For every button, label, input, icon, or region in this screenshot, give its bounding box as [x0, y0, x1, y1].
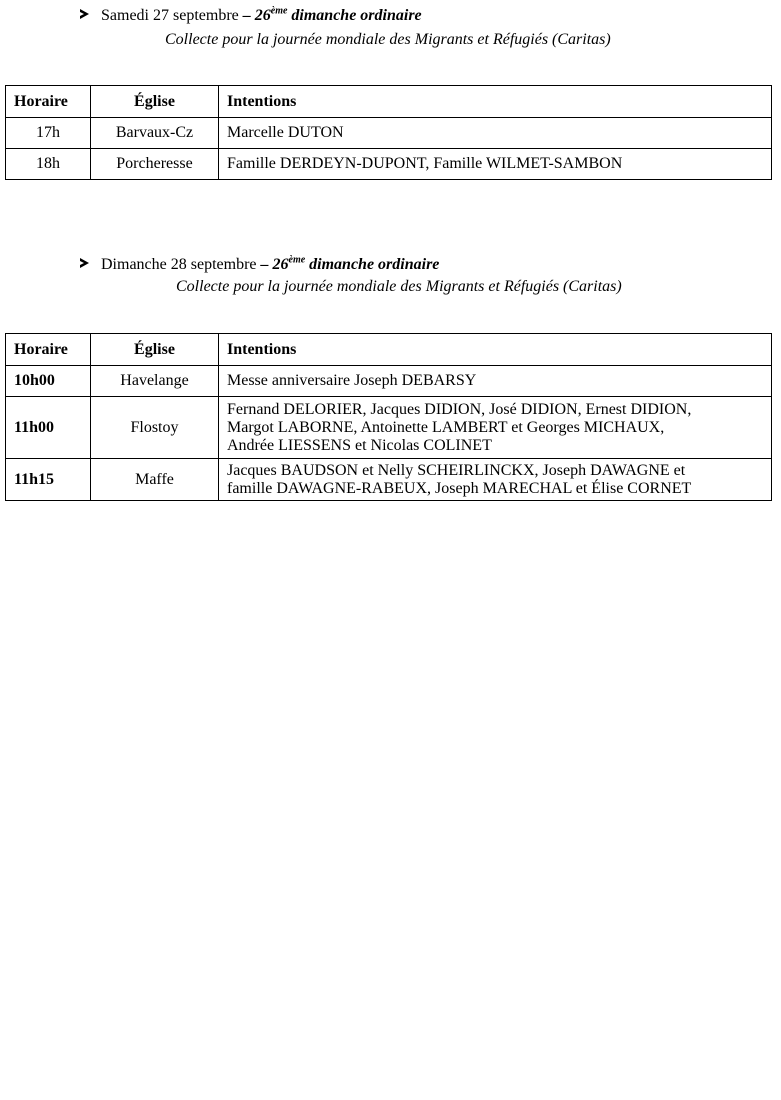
cell-intentions [219, 459, 772, 501]
intention-line: Jacques BAUDSON et Nelly SCHEIRLINCKX, Joseph DAWAGNE et [227, 461, 686, 479]
cell-church: Porcheresse [91, 149, 219, 180]
cell-time: 11h00 [6, 397, 91, 459]
table-row [6, 397, 772, 459]
table-header-row [6, 334, 772, 366]
ordinal-suffix: ème [270, 5, 288, 17]
cell-church: Maffe [91, 459, 219, 501]
sunday-label: dimanche ordinaire [309, 256, 440, 273]
schedule-table [5, 85, 772, 180]
sunday-label: dimanche ordinaire [291, 7, 422, 24]
ordinal-number: 26 [254, 7, 271, 24]
section-dash: – [242, 7, 251, 24]
header-church: Église [91, 86, 219, 118]
header-intentions: Intentions [219, 334, 772, 366]
schedule-table [5, 333, 772, 501]
cell-church: Barvaux-Cz [91, 118, 219, 149]
cell-church: Flostoy [91, 397, 219, 459]
section-heading [80, 6, 422, 26]
header-church: Église [91, 334, 219, 366]
cell-time: 11h15 [6, 459, 91, 501]
section-dash: – [260, 256, 269, 273]
section-date: Samedi 27 septembre [101, 7, 239, 24]
table-row [6, 459, 772, 501]
cell-intentions: Marcelle DUTON [219, 118, 772, 149]
intention-line: Margot LABORNE, Antoinette LAMBERT et Georges MICHAUX, [227, 418, 665, 436]
cell-time: 18h [6, 149, 91, 180]
header-time: Horaire [6, 86, 91, 118]
table-row [6, 366, 772, 397]
header-intentions: Intentions [219, 86, 772, 118]
cell-intentions [219, 397, 772, 459]
intention-line: famille DAWAGNE-RABEUX, Joseph MARECHAL et Élise CORNET [227, 479, 692, 497]
cell-intentions: Famille DERDEYN-DUPONT, Famille WILMET-SAMBON [219, 149, 772, 180]
collecte-note: Collecte pour la journée mondiale des Migrants et Réfugiés (Caritas) [165, 31, 611, 48]
intention-line: Fernand DELORIER, Jacques DIDION, José DIDION, Ernest DIDION, [227, 400, 692, 418]
intention-line: Andrée LIESSENS et Nicolas COLINET [227, 436, 492, 454]
table-row [6, 149, 772, 180]
table-row [6, 118, 772, 149]
collecte-note: Collecte pour la journée mondiale des Migrants et Réfugiés (Caritas) [176, 278, 622, 295]
section-heading [80, 255, 439, 275]
cell-church: Havelange [91, 366, 219, 397]
cell-time: 10h00 [6, 366, 91, 397]
ordinal-suffix: ème [288, 254, 306, 266]
ordinal-number: 26 [272, 256, 289, 273]
section-date: Dimanche 28 septembre [101, 256, 257, 273]
cell-time: 17h [6, 118, 91, 149]
header-time: Horaire [6, 334, 91, 366]
arrow-bullet-icon [80, 9, 89, 19]
arrow-bullet-icon [80, 258, 89, 268]
cell-intentions: Messe anniversaire Joseph DEBARSY [219, 366, 772, 397]
table-header-row [6, 86, 772, 118]
